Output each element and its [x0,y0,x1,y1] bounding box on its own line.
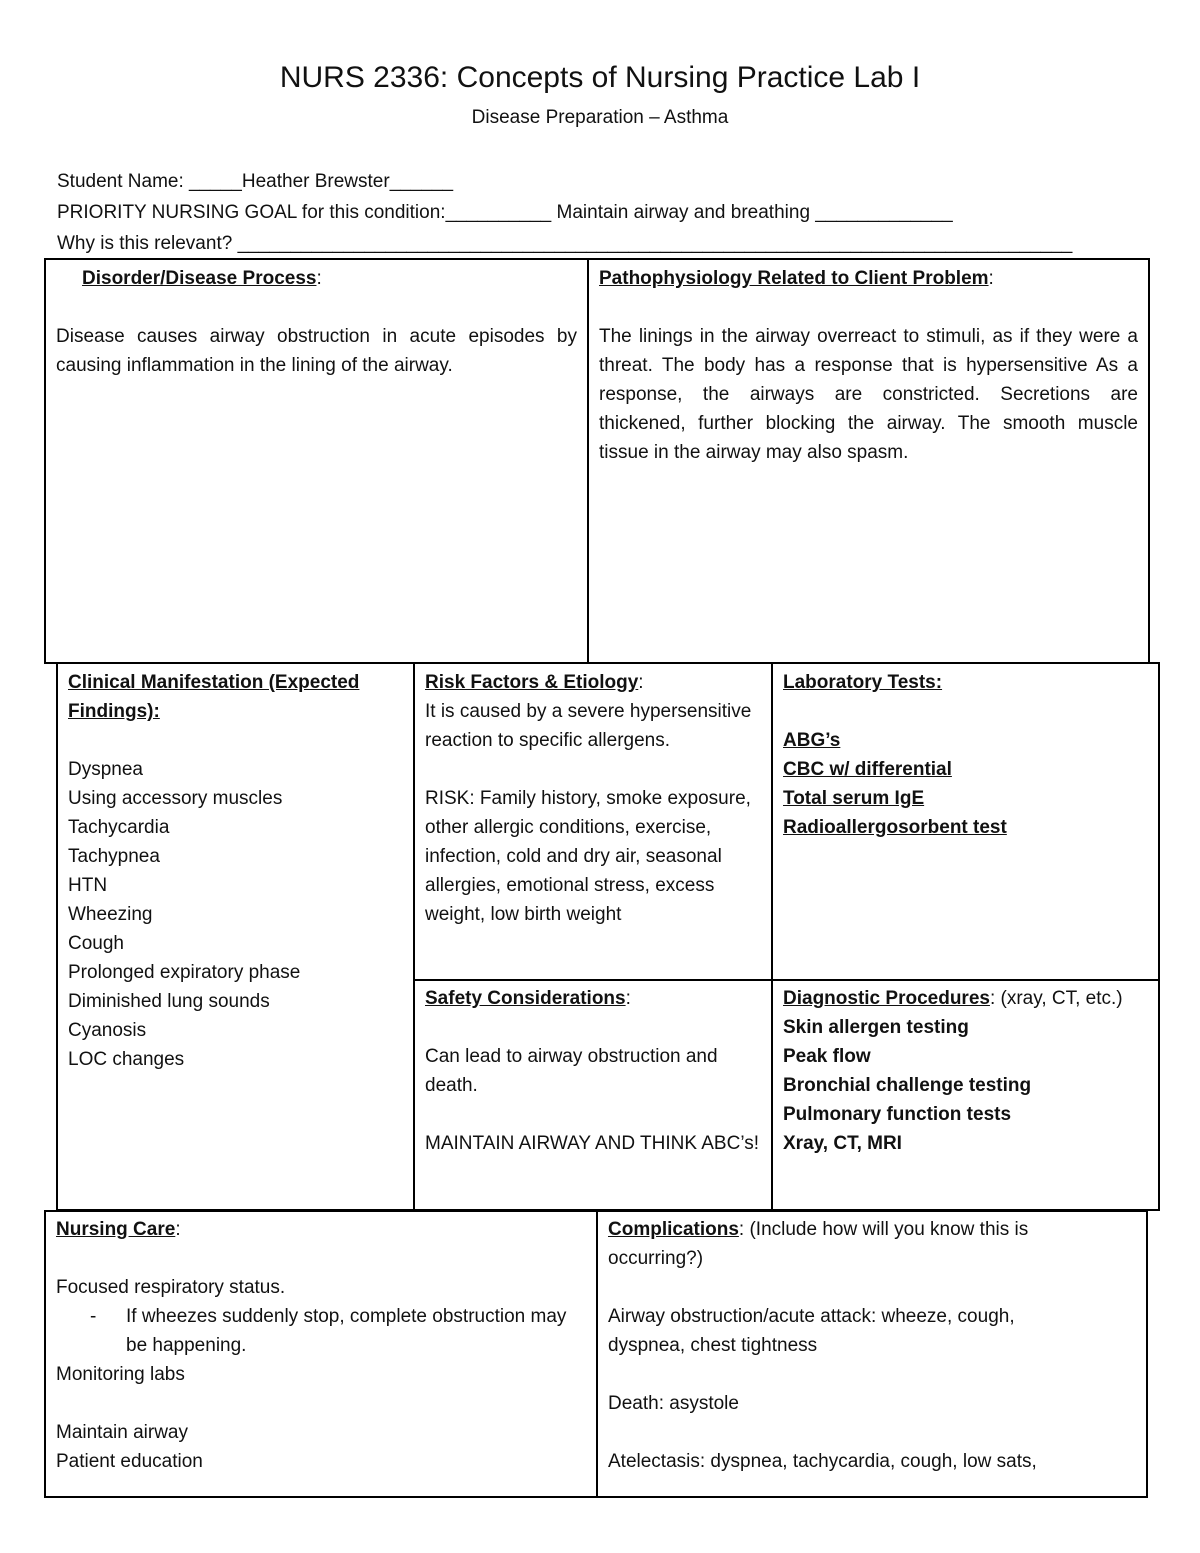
list-item: Peak flow [783,1046,871,1067]
list-item: Pulmonary function tests [783,1104,1012,1125]
list-item: Tachypnea [68,846,160,867]
student-name-value[interactable]: _____Heather Brewster______ [189,171,454,192]
laboratory-tests-cell [773,666,1160,844]
diagnostics-note: : (xray, CT, etc.) [989,988,1123,1009]
nursing-care-cell: Nursing Care: Focused respiratory status. - If wheezes suddenly stop, complete obstruction may be happening. Monitoring labs Maintain airway Patient education [46,1213,596,1478]
nursing-heading: Nursing Care [56,1219,176,1240]
complication-item-3: Atelectasis: dyspnea, tachycardia, cough, low sats, [608,1451,1037,1472]
list-item: LOC changes [68,1049,185,1070]
list-item: Dyspnea [68,759,143,780]
student-name-line [57,167,453,196]
list-item: Radioallergosorbent test [783,817,1007,838]
diagnostics-heading: Diagnostic Procedures [783,988,990,1009]
complications-note: : (Include how will you know this is occurring?) [608,1219,1029,1269]
diagnostic-procedures-cell [773,982,1160,1160]
nursing-sub-list [56,1302,586,1360]
risk-factors-text: RISK: Family history, smoke exposure, other allergic conditions, exercise, infection, cold and dry air, seasonal allergies, emotional stress, excess weight, low birth weight [425,788,751,925]
disorder-heading: Disorder/Disease Process [82,268,317,289]
list-item: Skin allergen testing [783,1017,969,1038]
relevance-value[interactable]: _______________________________________________________________________________ [237,233,1073,254]
priority-goal-line [57,198,953,227]
complications-heading: Complications [608,1219,739,1240]
nursing-line-2: Monitoring labs [56,1364,185,1385]
clinical-list [68,755,403,1074]
list-item: Wheezing [68,904,153,925]
disorder-text: Disease causes airway obstruction in acute episodes by causing inflammation in the lining of the airway. [56,326,577,376]
pathophysiology-text: The linings in the airway overreact to stimuli, as if they were a threat. The body has a response that is hypersensitive As a response, the airways are constricted. Secretions are thickened, further blocking the airway. The smooth muscle tissue in the airway may also spasm. [599,326,1138,463]
list-item: Bronchial challenge testing [783,1075,1032,1096]
nursing-line-1: Focused respiratory status. [56,1277,286,1298]
list-item: HTN [68,875,108,896]
complication-item-2: Death: asystole [608,1393,739,1414]
list-item: Diminished lung sounds [68,991,270,1012]
relevance-line [57,229,1072,258]
relevance-label: Why is this relevant? [57,233,238,254]
safety-text-1: Can lead to airway obstruction and death. [425,1046,718,1096]
document-title: NURS 2336: Concepts of Nursing Practice Lab I [279,61,921,94]
clinical-heading: Clinical Manifestation (Expected Findings): [68,672,360,722]
list-item: Cough [68,933,124,954]
risk-heading: Risk Factors & Etiology [425,672,639,693]
nursing-line-3: Maintain airway [56,1422,188,1443]
risk-etiology-text: It is caused by a severe hypersensitive reaction to specific allergens. [425,701,752,751]
diagnostics-list [783,1013,1150,1158]
list-item: Xray, CT, MRI [783,1133,902,1154]
safety-heading: Safety Considerations [425,988,626,1009]
nursing-line-4: Patient education [56,1451,203,1472]
priority-goal-value[interactable]: __________ Maintain airway and breathing _____________ [445,202,953,223]
list-item: Prolonged expiratory phase [68,962,301,983]
list-item: ABG’s [783,730,841,751]
list-item: CBC w/ differential [783,759,952,780]
safety-considerations-cell: Safety Considerations: Can lead to airway obstruction and death. MAINTAIN AIRWAY AND THINK ABC’s! [415,982,771,1160]
clinical-manifestation-cell [58,666,413,1076]
disorder-cell: Disorder/Disease Process: Disease causes airway obstruction in acute episodes by causing inflammation in the lining of the airway. [46,262,587,382]
pathophysiology-cell: Pathophysiology Related to Client Problem: The linings in the airway overreact to stimuli, as if they were a threat. The body has a response that is hypersensitive As a response, the airways are constricted. Secretions are thickened, further blocking the airway. The smooth muscle tissue in the airway may also spasm. [589,262,1148,469]
list-item: Tachycardia [68,817,170,838]
priority-goal-label: PRIORITY NURSING GOAL for this condition: [57,202,446,223]
risk-factors-cell: Risk Factors & Etiology: It is caused by a severe hypersensitive reaction to specific allergens. RISK: Family history, smoke exposure, other allergic conditions, exercise, infection, cold and dry air, seasonal allergies, emotional stress, excess weight, low birth weight [415,666,771,931]
student-name-label: Student Name: [57,171,190,192]
complication-item-1: Airway obstruction/acute attack: wheeze, cough, dyspnea, chest tightness [608,1306,1015,1356]
list-item: Using accessory muscles [68,788,283,809]
document-subtitle: Disease Preparation – Asthma [471,107,729,128]
safety-text-2: MAINTAIN AIRWAY AND THINK ABC’s! [425,1133,759,1154]
list-item: Cyanosis [68,1020,147,1041]
labs-list [783,726,1150,842]
labs-heading: Laboratory Tests: [783,672,943,693]
pathophysiology-heading: Pathophysiology Related to Client Problem [599,268,989,289]
middle-horizontal-divider [413,979,1160,981]
list-item: Total serum IgE [783,788,925,809]
list-item: - If wheezes suddenly stop, complete obstruction may be happening. [126,1302,586,1360]
complications-cell [598,1213,1148,1478]
